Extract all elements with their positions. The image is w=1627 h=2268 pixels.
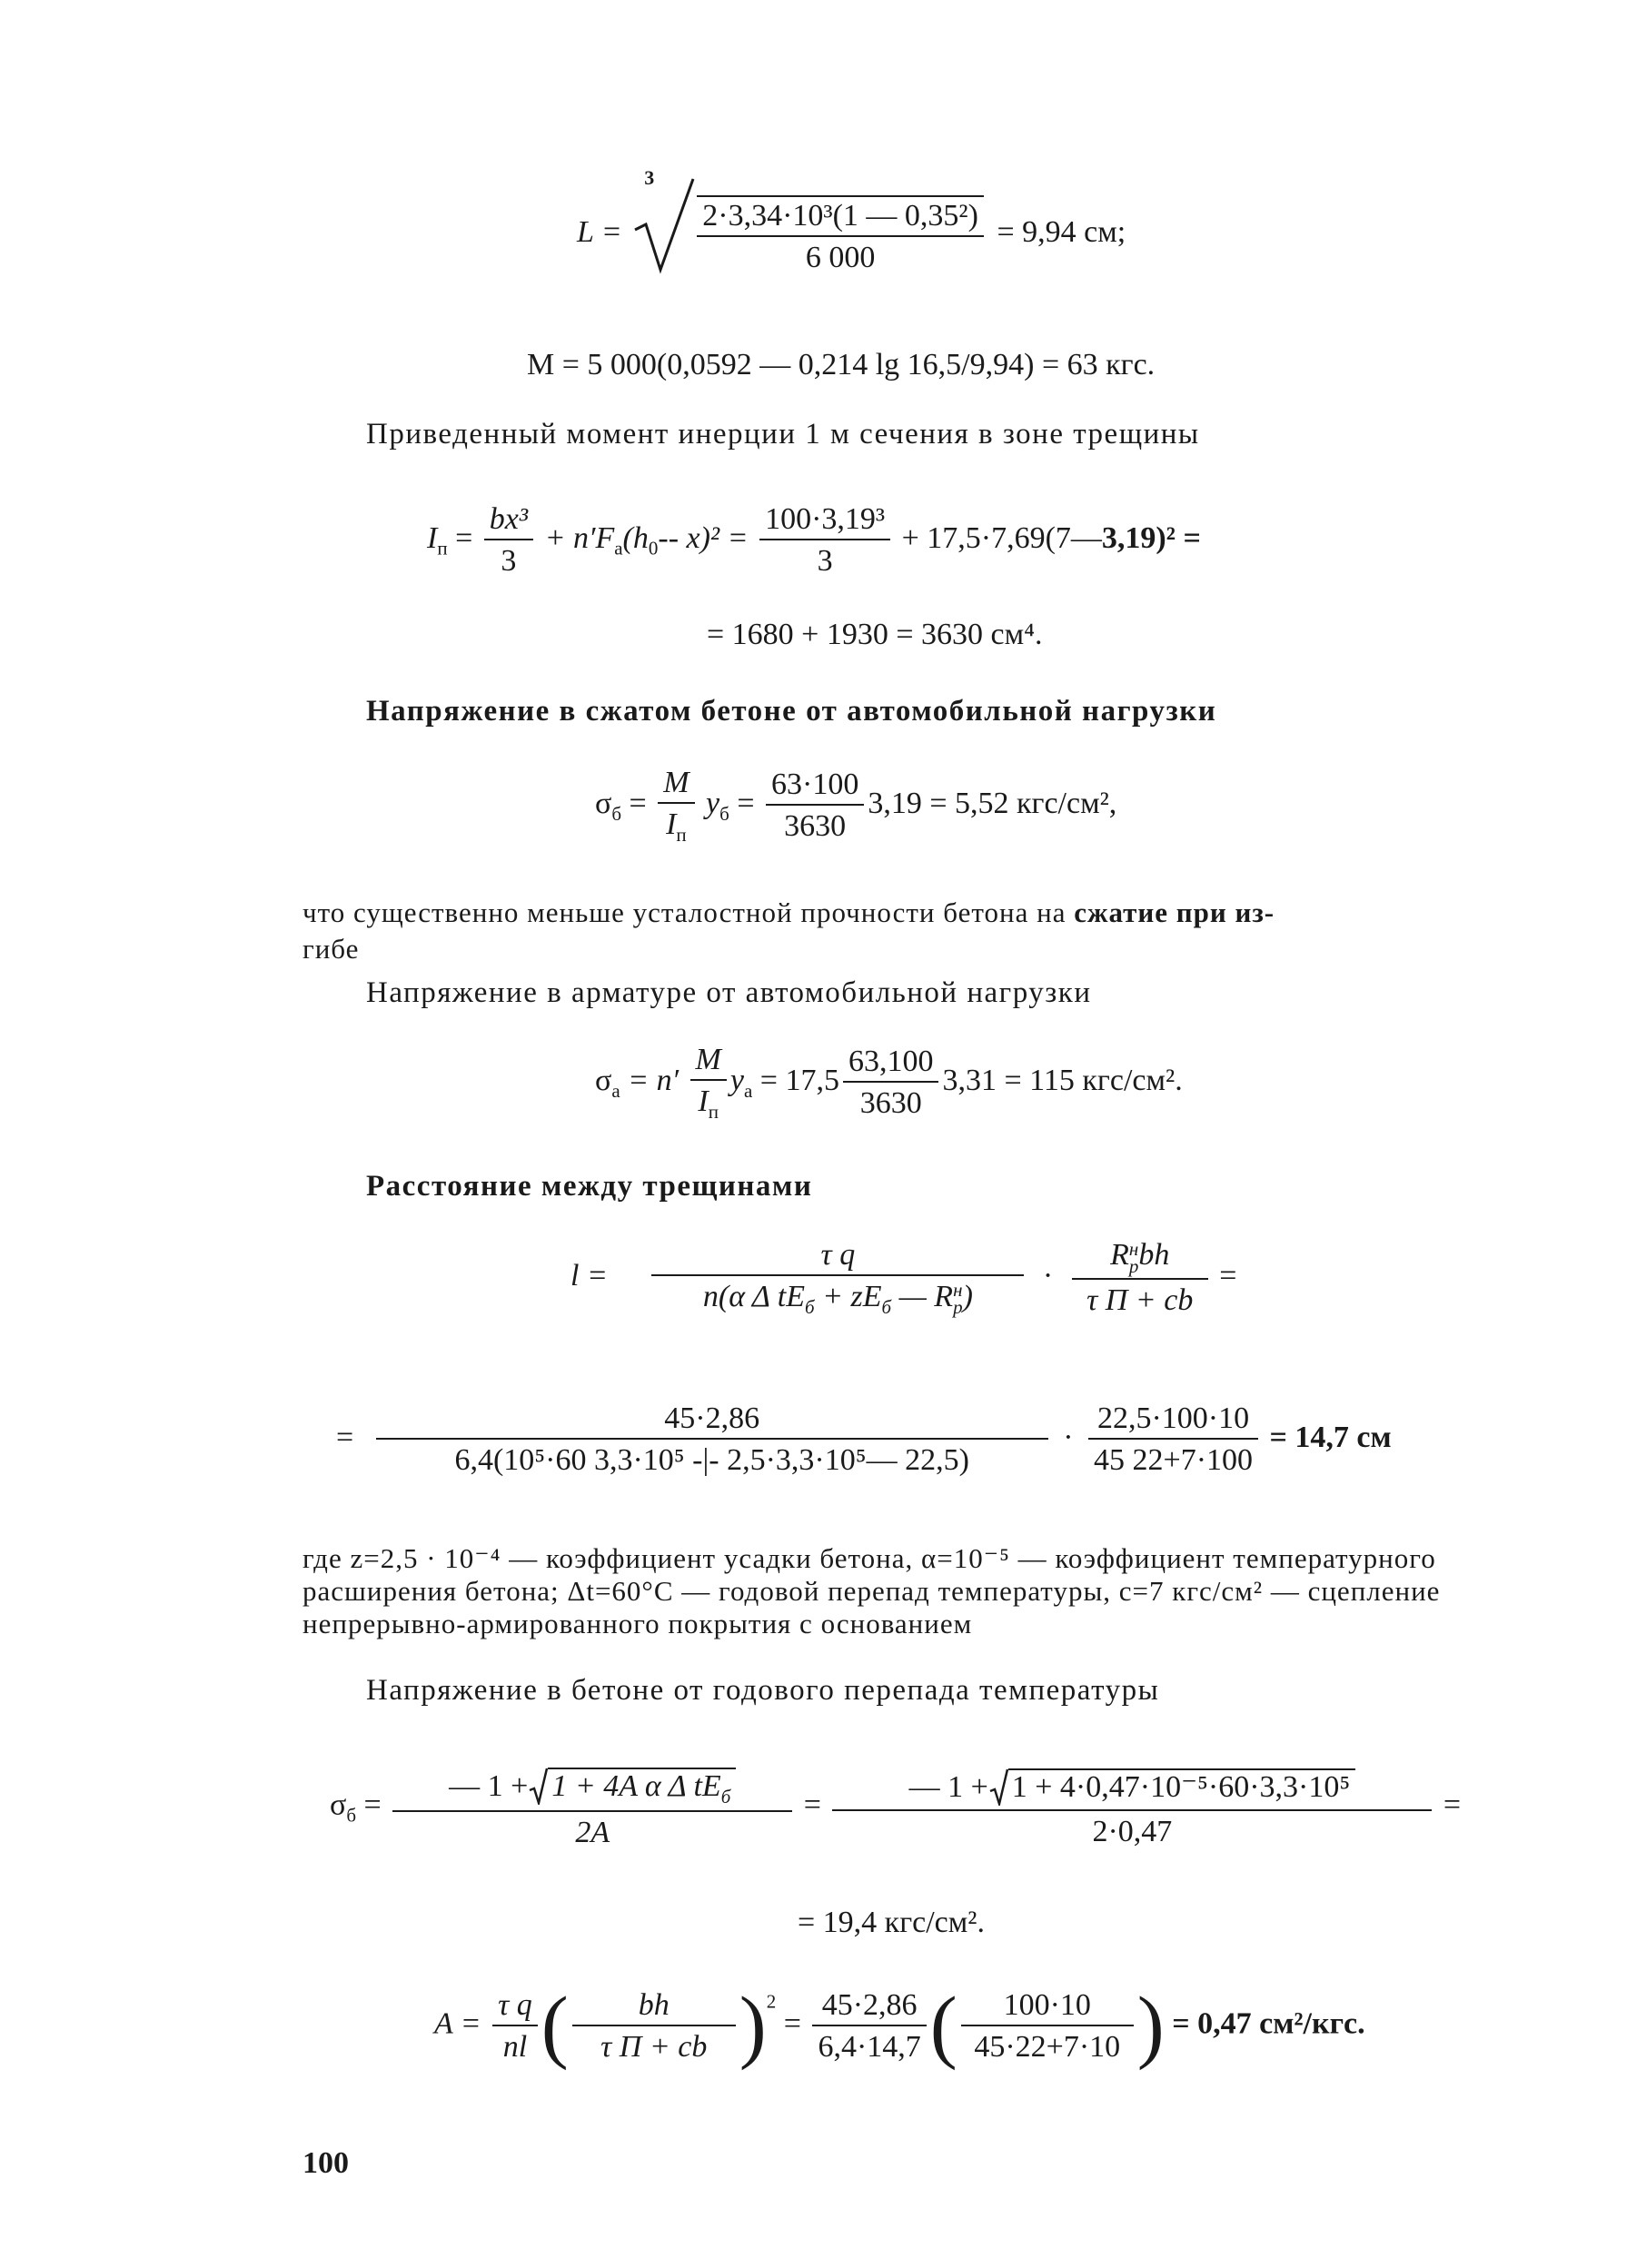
paragraph-where-definitions [303,1542,1533,1640]
eq-cs-lhs: l = [570,1259,608,1293]
eq-sb2-eq3: = [1443,1788,1462,1822]
equation-sigma-b-temperature-result [798,1907,985,1938]
eq-in-frac2-den: 3 [817,544,833,578]
eq-sb2-eq2: = [803,1788,821,1822]
eq-in-frac2-num: 100·3,19³ [759,504,890,540]
eq-cs2-frac1-num: 45·2,86 [376,1403,1048,1440]
eq-sb2-eq: = [363,1788,382,1822]
eq-cs-frac2-num2: bh [1138,1238,1170,1273]
text-where-definitions: где z=2,5 · 10⁻⁴ — коэффициент усадки бетона, α=10⁻⁵ — коэффициент температурного расширения бетона; Δt=60°С — годовой перепад температуры, c=7 кгс/см² — сцепление непрерывно-армированного покрытия с основанием [303,1542,1441,1639]
eq-sb2-frac1-num-rad-sub: б [720,1785,731,1807]
left-paren: ( [929,1981,957,2071]
equation-inertia-result [707,619,1042,650]
left-paren: ( [541,1981,569,2071]
eq-cs2-frac1-den: 6,4(10⁵·60 3,3·10⁵ -|- 2,5·3,3·10⁵— 22,5) [454,1443,969,1477]
root-index: 3 [644,166,655,189]
eq-sb-frac1-num: M [658,768,694,804]
eq-in-result: = 1680 + 1930 = 3630 см⁴. [707,618,1043,651]
eq-in-tail-bold: 3,19)² = [1101,520,1201,555]
eq-a-frac1-num: τ q [492,1990,538,2026]
eq-cs-frac2-den: τ П + cb [1086,1283,1194,1318]
equation-crack-spacing-numeric [336,1403,1392,1476]
eq-sb-mid-sub: б [719,803,729,825]
eq-cs-eq: = [1219,1259,1237,1293]
eq-cs2-dot: · [1063,1420,1074,1454]
eq-sb-frac2-num: 63·100 [766,769,864,806]
eq-in-mid2: (h [622,520,649,555]
eq-sa-lhs-sub: а [611,1080,620,1102]
eq-sb2-frac1-num-rad: 1 + 4A α Δ tE [551,1769,721,1803]
eq-in-eq: = [455,520,473,555]
eq-sa-frac2-den: 3630 [859,1086,922,1121]
eq-in-mid: + n′F [544,520,615,555]
eq-sb-eq: = [629,787,647,821]
eq-a-eq: = [783,2006,801,2041]
eq-sa-tail: 3,31 = 115 кгс/см². [942,1064,1183,1098]
eq-in-lhs: I [427,520,438,555]
eq-l-rhs: = 9,94 см; [997,214,1126,249]
eq-sb2-frac2-num-a: — 1 + [908,1769,988,1804]
eq-sb-frac1-den: I [666,807,677,841]
right-paren: ) [1136,1981,1165,2071]
eq-l-denominator: 6 000 [805,241,876,274]
eq-a-frac2-num: bh [572,1990,736,2026]
eq-a-rhs: = 0,47 см²/кгс. [1172,2006,1365,2041]
eq-sa-frac1-den-sub: п [708,1100,719,1123]
eq-cs-frac1-den3-sup: н [953,1279,963,1302]
page-number-text: 100 [303,2146,349,2180]
eq-cs2-frac2-num: 22,5·100·10 [1088,1403,1258,1440]
equation-sigma-a [595,1045,1183,1122]
eq-a-frac3-num: 45·2,86 [812,1990,926,2026]
paragraph-crack-spacing [366,1170,812,1203]
radical-sign-icon [633,175,697,275]
eq-l-lhs: L = [577,214,622,249]
eq-a-frac3-den: 6,4·14,7 [818,2029,921,2064]
eq-m-text: M = 5 000(0,0592 — 0,214 lg 16,5/9,94) = 63 кгс. [527,348,1156,381]
eq-a-frac4-num: 100·10 [961,1990,1134,2026]
eq-sa-eq: = n′ [628,1064,680,1098]
eq-in-tail: + 17,5·7,69(7— [901,520,1102,555]
eq-sb-mid: y [706,787,720,821]
eq-a-frac4-den: 45·22+7·10 [974,2029,1121,2064]
text-annual-temperature-stress: Напряжение в бетоне от годового перепада температуры [366,1674,1160,1707]
eq-cs2-rhs: = 14,7 см [1269,1420,1392,1454]
eq-a-pow: 2 [766,1990,777,2013]
eq-cs2-lhs: = [336,1420,354,1454]
eq-cs-frac1-den3: — R [891,1280,954,1313]
eq-sb2-result: = 19,4 кгс/см². [798,1906,985,1939]
eq-in-frac1-den: 3 [501,544,517,578]
text-compressed-concrete-stress: Напряжение в сжатом бетоне от автомобильной нагрузки [366,695,1217,728]
eq-a-lhs: A = [434,2006,481,2041]
eq-sa-lhs: σ [595,1064,612,1098]
right-paren: ) [739,1981,767,2071]
eq-cs-frac1-den4: ) [962,1280,973,1313]
eq-sa-mid: y [729,1064,744,1098]
paragraph-fatigue-strength [303,895,1538,967]
eq-in-mid2-sub: 0 [648,537,659,560]
text-fatigue-b: сжатие при из- [1074,896,1275,928]
text-moment-of-inertia: Приведенный момент инерции 1 м сечения в зоне трещины [366,418,1200,451]
eq-sb2-frac1-den: 2A [575,1815,610,1849]
equation-sigma-b-temperature [330,1767,1461,1848]
cube-root [637,166,984,274]
eq-sa-frac2-num: 63,100 [843,1046,939,1083]
eq-sb2-frac2-num-rad: 1 + 4·0,47·10⁻⁵·60·3,3·10⁵ [1008,1768,1355,1803]
eq-cs-frac1-den-sub: б [805,1295,815,1318]
eq-sa-mid-sub: а [743,1080,753,1102]
page-number [303,2146,349,2181]
eq-sb-frac2-den: 3630 [784,809,847,844]
eq-l-numerator: 2·3,34·10³(1 — 0,35²) [697,201,984,237]
eq-cs-dot: · [1042,1259,1054,1293]
paragraph-reinforcement-stress [366,976,1091,1010]
eq-sb-eq2: = [737,787,755,821]
eq-cs-frac1-den2: + zE [814,1280,882,1313]
eq-sb2-lhs: σ [330,1788,347,1822]
eq-in-mid3: -- x)² = [658,520,749,555]
eq-a-frac1-den: nl [502,2029,528,2064]
paragraph-compressed-concrete-stress [366,695,1216,728]
eq-cs-frac1-den3-sub: р [953,1296,963,1319]
text-fatigue-a: что существенно меньше усталостной прочности бетона на [303,896,1075,928]
radical-sign-icon [528,1767,548,1805]
eq-cs-frac2-num-sup: н [1128,1237,1139,1260]
eq-sb-lhs-sub: б [611,803,622,825]
eq-sa-frac1-den: I [698,1084,709,1118]
equation-crack-spacing [570,1237,1237,1319]
eq-sa-eq2: = 17,5 [759,1064,839,1098]
eq-sb-lhs: σ [595,787,612,821]
eq-in-mid-sub: а [614,537,623,560]
eq-sb2-lhs-sub: б [346,1804,357,1827]
eq-sb-tail: 3,19 = 5,52 кгс/см², [868,787,1117,821]
eq-cs-frac1-den: n(α Δ tE [702,1280,805,1313]
paragraph-moment-of-inertia [366,418,1200,451]
text-reinforcement-stress: Напряжение в арматуре от автомобильной нагрузки [366,976,1092,1009]
eq-cs-frac1-den2-sub: б [881,1295,892,1318]
equation-sigma-b [595,768,1116,845]
text-crack-spacing: Расстояние между трещинами [366,1170,813,1203]
eq-a-frac2-den: τ П + cb [600,2029,708,2064]
eq-cs-frac2-num-sub: р [1128,1254,1139,1277]
paragraph-annual-temperature-stress [366,1674,1159,1708]
eq-cs-frac1-num: τ q [651,1240,1024,1276]
eq-in-frac1-num: bx³ [484,504,533,540]
eq-sb-frac1-den-sub: п [676,823,687,846]
equation-coefficient-a [434,1981,1365,2071]
equation-l-cuberoot [577,166,1126,274]
eq-sb2-frac2-den: 2·0,47 [1092,1814,1173,1848]
equation-m [527,350,1155,381]
eq-sa-frac1-num: M [690,1045,727,1081]
text-fatigue-c: гибе [303,933,360,965]
eq-cs-frac2-num: R [1110,1238,1129,1273]
eq-sb2-frac1-num-a: — 1 + [449,1769,529,1803]
radical-sign-icon [988,1768,1008,1806]
eq-in-lhs-sub: п [437,537,448,560]
eq-cs2-frac2-den: 45 22+7·100 [1094,1443,1254,1477]
equation-reduced-inertia [427,504,1201,577]
